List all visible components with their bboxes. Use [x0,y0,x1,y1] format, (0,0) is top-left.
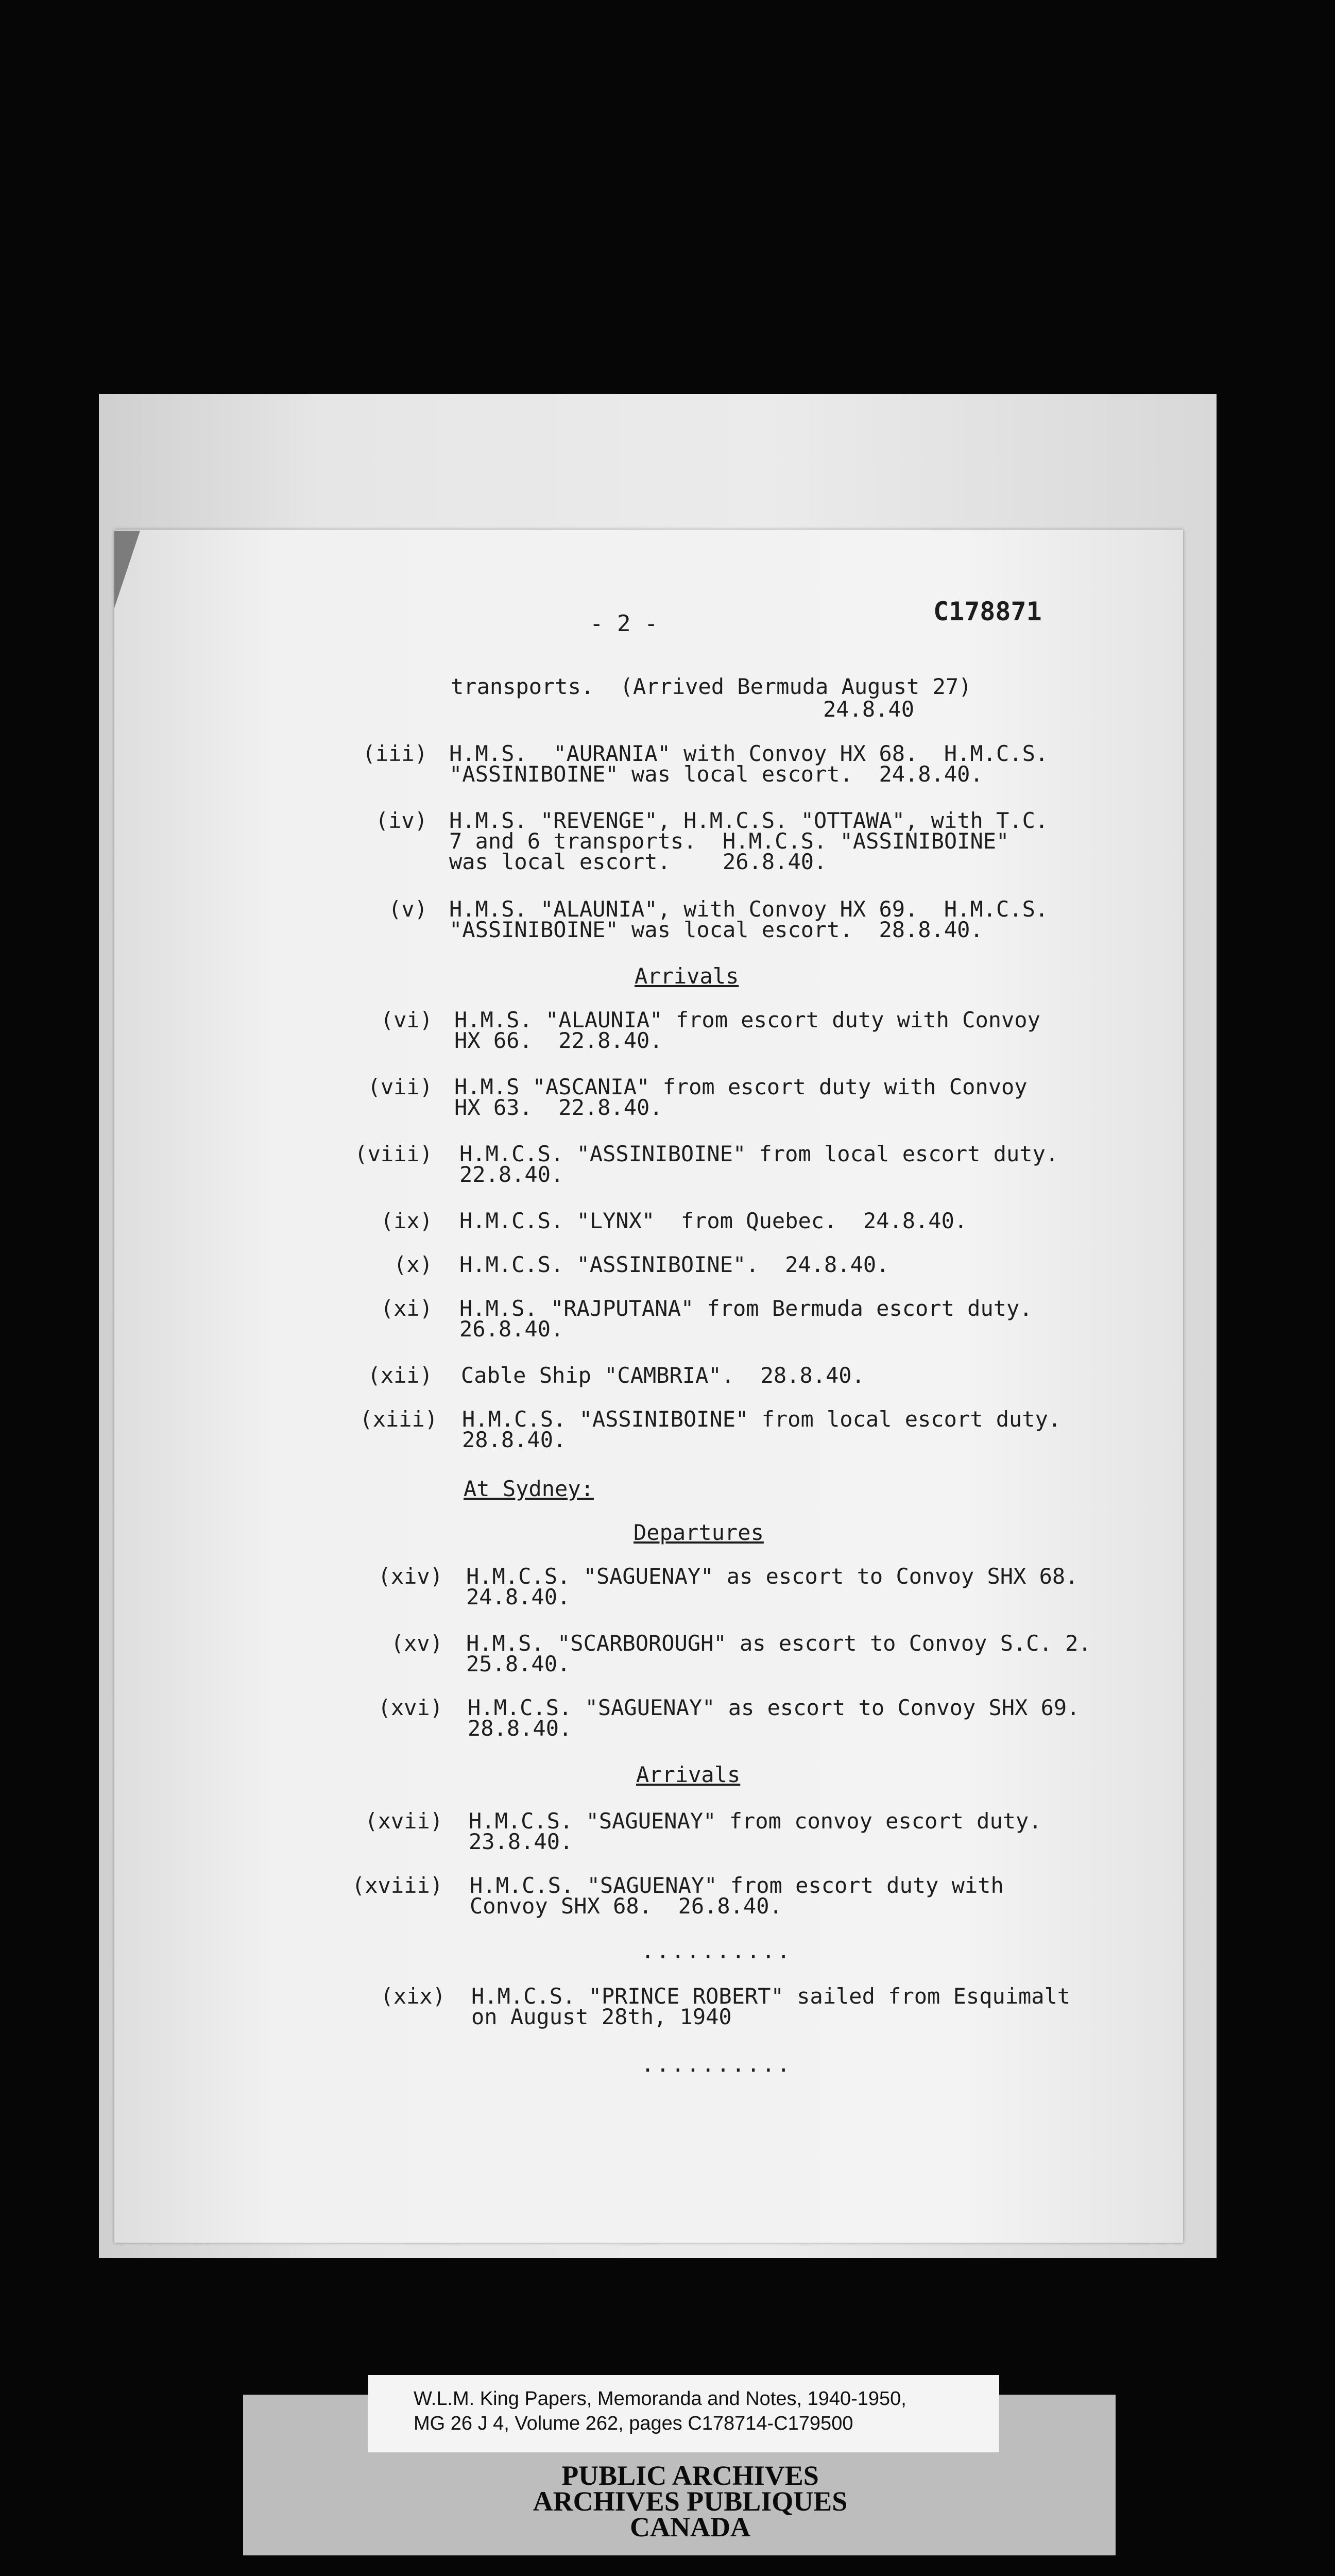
item-number: (xix) [380,1984,446,2009]
paper-fold-mark [114,531,140,608]
item-number: (iii) [362,741,427,766]
item-number: (iv) [375,808,427,833]
section-heading-arrivals: Arrivals [635,963,739,989]
section-heading-sydney: At Sydney: [464,1476,594,1501]
item-text-line: H.M.C.S. "ASSINIBOINE" from local escort duty. [459,1141,1059,1166]
item-text-line: 24.8.40. [466,1584,571,1609]
archive-stamp-line: CANADA [630,2512,750,2543]
item-text-line: H.M.S. "RAJPUTANA" from Bermuda escort duty. [459,1296,1033,1321]
archive-caption-line: MG 26 J 4, Volume 262, pages C178714-C179500 [414,2413,853,2434]
item-number: (xvi) [378,1695,443,1720]
item-text-line: 28.8.40. [468,1716,572,1741]
catalog-reference: C178871 [933,597,1042,626]
item-number: (xiii) [360,1406,438,1432]
item-text-line: H.M.C.S. "ASSINIBOINE" from local escort duty. [462,1406,1062,1432]
item-text-line: H.M.S. "SCARBOROUGH" as escort to Convoy S.C. 2. [466,1631,1091,1656]
item-text-line: "ASSINIBOINE" was local escort. 28.8.40. [449,917,983,942]
item-text-line: H.M.S "ASCANIA" from escort duty with Convoy [454,1074,1028,1099]
archive-stamp-line: ARCHIVES PUBLIQUES [533,2486,848,2517]
item-text-line: 28.8.40. [462,1427,567,1452]
intro-line: transports. (Arrived Bermuda August 27) [451,674,972,699]
item-number: (x) [393,1252,433,1277]
item-text-line: H.M.C.S. "SAGUENAY" as escort to Convoy SHX 69. [468,1695,1080,1720]
section-heading-arrivals: Arrivals [636,1762,741,1787]
page-number: - 2 - [590,611,658,637]
item-text-line: HX 66. 22.8.40. [454,1028,663,1053]
item-text-line: 26.8.40. [459,1316,564,1342]
item-number: (vii) [367,1074,433,1099]
item-text-line: 25.8.40. [466,1651,571,1676]
item-text-line: H.M.S. "REVENGE", H.M.C.S. "OTTAWA", with T.C. [449,808,1049,833]
item-text-line: 23.8.40. [469,1829,573,1854]
item-text-line: H.M.C.S. "PRINCE ROBERT" sailed from Esquimalt [471,1984,1071,2009]
section-heading-departures: Departures [634,1520,764,1545]
item-number: (xvii) [365,1808,443,1834]
archive-stamp [515,2460,865,2543]
archive-caption [414,2386,906,2436]
item-text-line: H.M.S. "ALAUNIA", with Convoy HX 69. H.M.C.S. [449,896,1049,922]
item-number: (xv) [390,1631,443,1656]
item-number: (xviii) [351,1873,443,1898]
item-text-line: Convoy SHX 68. 26.8.40. [470,1893,782,1919]
archive-caption-line: W.L.M. King Papers, Memoranda and Notes, 1940-1950, [414,2388,906,2410]
separator-dots: .......... [641,1938,792,1963]
item-number: (xii) [367,1363,433,1388]
item-number: (xiv) [378,1564,443,1589]
item-number: (v) [388,896,427,922]
item-text-line: 7 and 6 transports. H.M.C.S. "ASSINIBOINE" [449,828,1009,854]
intro-date: 24.8.40 [823,697,915,722]
item-text-line: on August 28th, 1940 [471,2004,732,2029]
item-number: (ix) [380,1208,433,1233]
item-text-line: H.M.C.S. "SAGUENAY" as escort to Convoy SHX 68. [466,1564,1079,1589]
archive-stamp-line: PUBLIC ARCHIVES [561,2460,819,2491]
item-text-line: H.M.S. "ALAUNIA" from escort duty with Convoy [454,1007,1040,1032]
item-text-line: "ASSINIBOINE" was local escort. 24.8.40. [449,761,983,787]
item-text-line: HX 63. 22.8.40. [454,1095,663,1120]
item-text-line: H.M.C.S. "LYNX" from Quebec. 24.8.40. [459,1208,968,1233]
item-text-line: H.M.C.S. "SAGUENAY" from escort duty with [470,1873,1004,1898]
item-text-line: Cable Ship "CAMBRIA". 28.8.40. [461,1363,865,1388]
item-number: (xi) [380,1296,433,1321]
item-text-line: H.M.C.S. "SAGUENAY" from convoy escort duty. [469,1808,1042,1834]
item-text-line: was local escort. 26.8.40. [449,849,827,874]
item-number: (vi) [380,1007,433,1032]
item-text-line: 22.8.40. [459,1162,564,1187]
separator-dots: .......... [641,2052,792,2077]
item-text-line: H.M.C.S. "ASSINIBOINE". 24.8.40. [459,1252,889,1277]
item-text-line: H.M.S. "AURANIA" with Convoy HX 68. H.M.C.S. [449,741,1049,766]
item-number: (viii) [354,1141,433,1166]
